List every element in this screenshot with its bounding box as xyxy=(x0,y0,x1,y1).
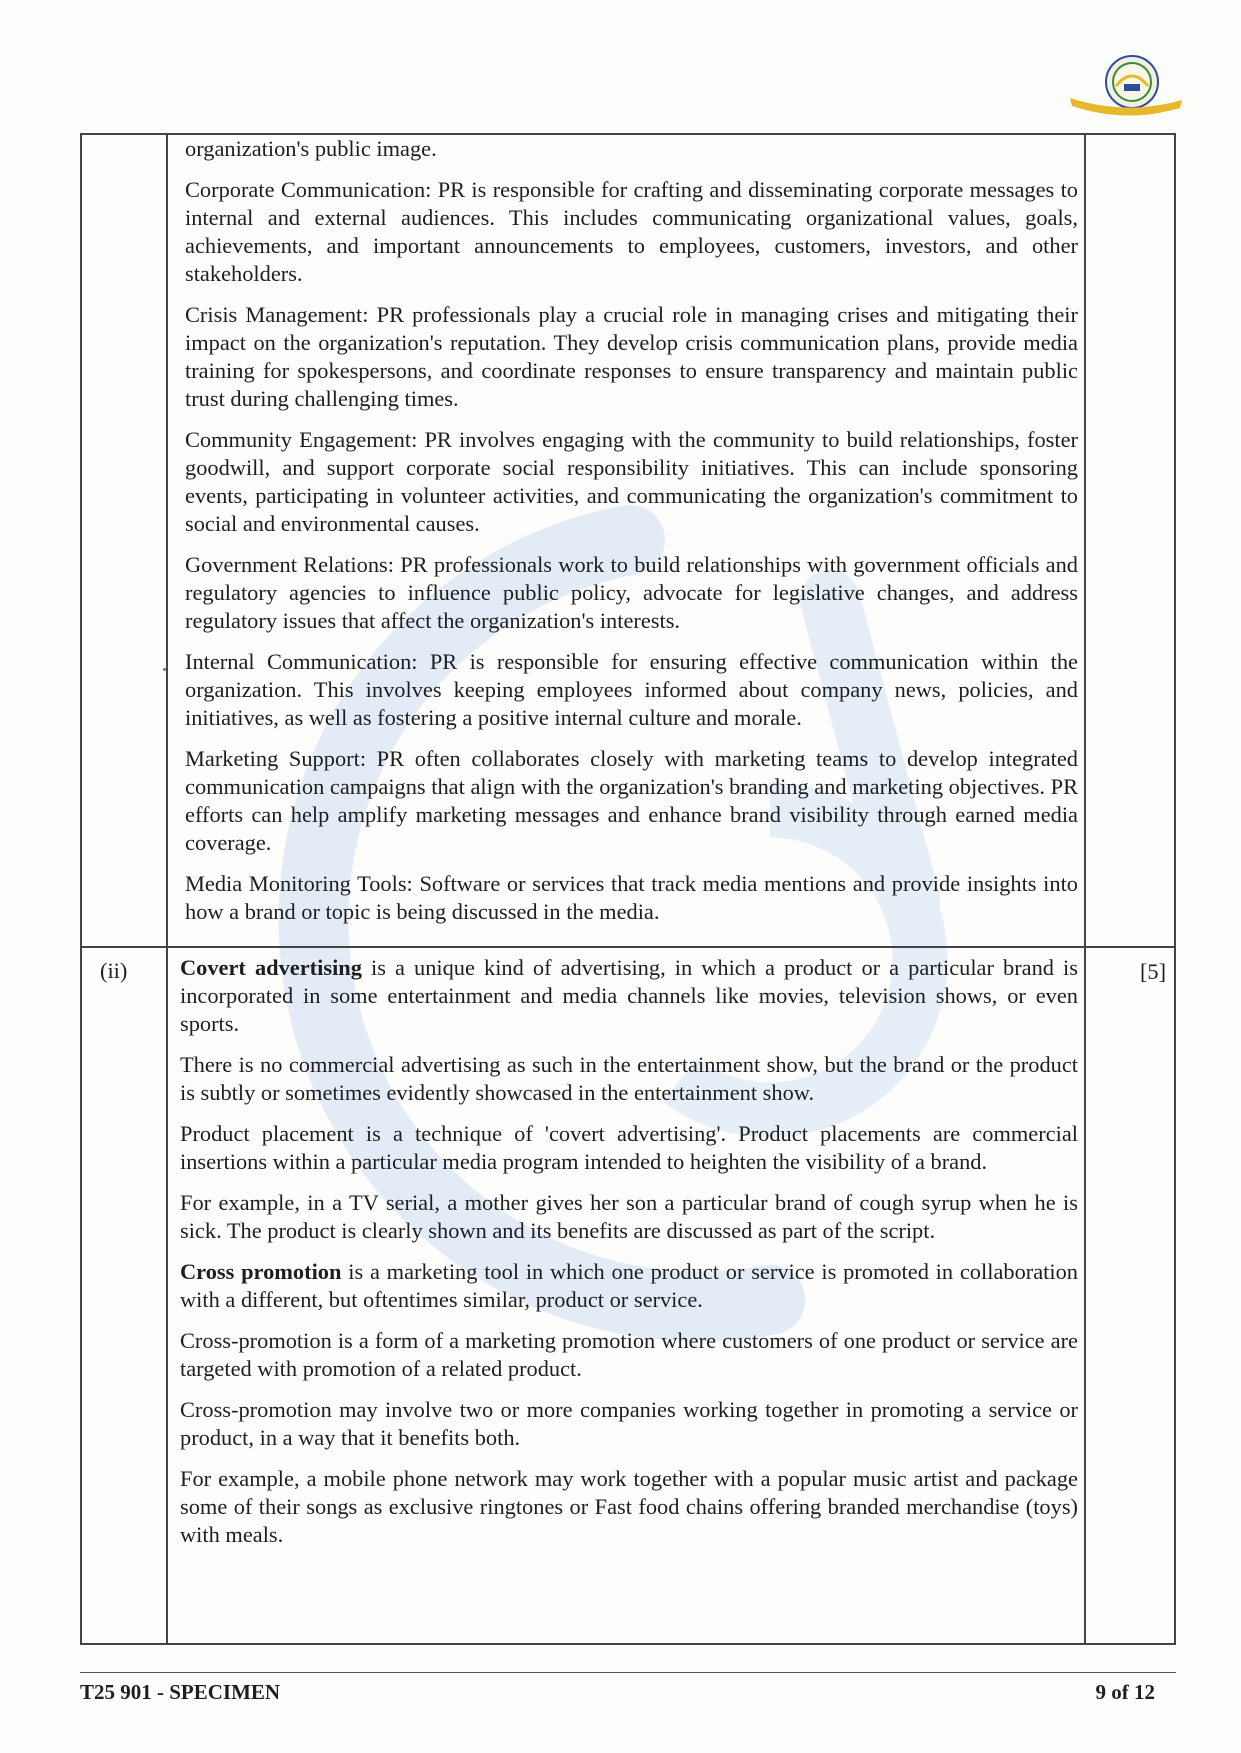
footer-page-number: 9 of 12 xyxy=(1095,1680,1155,1704)
footer-rule xyxy=(80,1672,1176,1673)
term-cross-promotion: Cross promotion xyxy=(180,1259,342,1284)
paragraph xyxy=(180,954,1078,1038)
paragraph: Internal Communication: PR is responsible for ensuring effective communication within the organization. This involves keeping employees informed about company news, policies, and initiatives, as well as fostering a positive internal culture and morale. xyxy=(185,649,1078,730)
paragraph: For example, a mobile phone network may work together with a popular music artist and package some of their songs as exclusive ringtones or Fast food chains offering branded merchandise (toys) with meals. xyxy=(180,1466,1078,1547)
answer-table xyxy=(80,133,1176,1645)
paragraph: Marketing Support: PR often collaborates closely with marketing teams to develop integrated communication campaigns that align with the organization's branding and marketing objectives. PR efforts can help amplify marketing messages and enhance brand visibility through earned media coverage. xyxy=(185,746,1078,855)
paragraph-text: is a unique kind of advertising, in which a product or a particular brand is incorporated in some entertainment and media channels like movies, television shows, or even sports. xyxy=(180,955,1078,1036)
row-2-content xyxy=(180,954,1078,1562)
paragraph: Media Monitoring Tools: Software or services that track media mentions and provide insights into how a brand or topic is being discussed in the media. xyxy=(185,871,1078,924)
paragraph: Community Engagement: PR involves engaging with the community to build relationships, foster goodwill, and support corporate social responsibility initiatives. This can include sponsoring events, participating in volunteer activities, and communicating the organization's commitment to social and environmental causes. xyxy=(185,427,1078,536)
marks-column-divider xyxy=(1084,135,1086,1643)
paragraph: organization's public image. xyxy=(185,136,437,161)
term-covert-advertising: Covert advertising xyxy=(180,955,362,980)
margin-mark xyxy=(163,668,166,671)
paragraph: There is no commercial advertising as such in the entertainment show, but the brand or the product is subtly or sometimes evidently showcased in the entertainment show. xyxy=(180,1052,1078,1105)
paragraph: Government Relations: PR professionals work to build relationships with government officials and regulatory agencies to influence public policy, advocate for legislative changes, and address regulatory issues that affect the organization's interests. xyxy=(185,552,1078,633)
paragraph: For example, in a TV serial, a mother gives her son a particular brand of cough syrup when he is sick. The product is clearly shown and its benefits are discussed as part of the script. xyxy=(180,1190,1078,1243)
paragraph: Cross-promotion is a form of a marketing promotion where customers of one product or service are targeted with promotion of a related product. xyxy=(180,1328,1078,1381)
paragraph-text: is a marketing tool in which one product or service is promoted in collaboration with a different, but oftentimes similar, product or service. xyxy=(180,1259,1079,1312)
paragraph: Corporate Communication: PR is responsible for crafting and disseminating corporate messages to internal and external audiences. This includes communicating organizational values, goals, achievements, and important announcements to employees, customers, investors, and other stakeholders. xyxy=(185,177,1078,286)
sub-question-label: (ii) xyxy=(100,958,128,983)
paragraph: Cross-promotion may involve two or more companies working together in promoting a service or product, in a way that it benefits both. xyxy=(180,1397,1078,1450)
marks-label: [5] xyxy=(1139,959,1167,984)
cisce-logo-icon xyxy=(1066,50,1184,124)
row-1-content xyxy=(185,135,1078,939)
paragraph xyxy=(180,1258,1078,1314)
row-divider xyxy=(82,946,1174,948)
footer-paper-code: T25 901 - SPECIMEN xyxy=(80,1680,281,1704)
paragraph: Crisis Management: PR professionals play a crucial role in managing crises and mitigating their impact on the organization's reputation. They develop crisis communication plans, provide media training for spokespersons, and coordinate responses to ensure transparency and maintain public trust during challenging times. xyxy=(185,302,1078,411)
label-column-divider xyxy=(166,135,168,1643)
paragraph: Product placement is a technique of 'covert advertising'. Product placements are commercial insertions within a particular media program intended to heighten the visibility of a brand. xyxy=(180,1121,1078,1174)
